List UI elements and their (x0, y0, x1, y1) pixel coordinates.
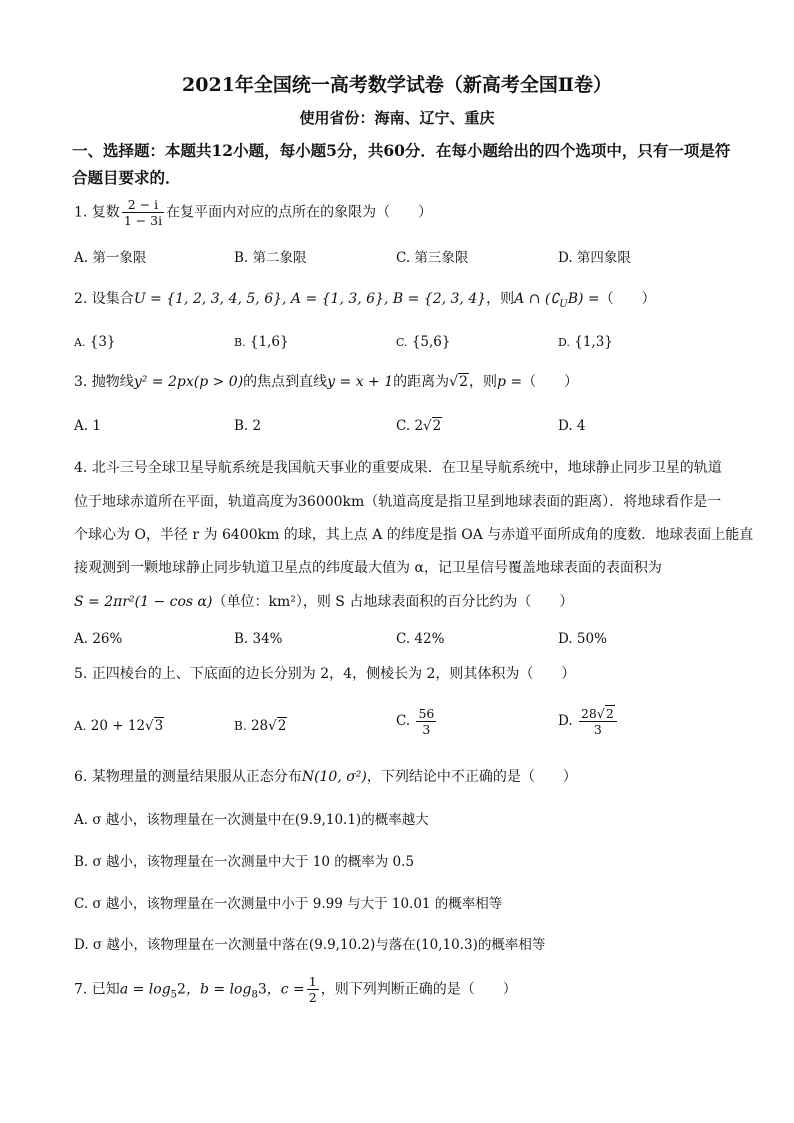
q4-option-a: A. 26% (74, 631, 123, 647)
q5-option-b (234, 716, 287, 736)
q5-option-a (74, 716, 164, 736)
q2-expr: A ∩ (∁ (514, 291, 560, 307)
q4-unit-text: （单位：km²），则 S 占地球表面积的百分比约为（ ） (212, 594, 574, 610)
q7-c-den: 2 (308, 990, 317, 1005)
q5-option-d-letter: D. (558, 713, 573, 729)
q2-option-c (396, 332, 450, 353)
q2-prefix: 2. 设集合 (74, 291, 134, 307)
q5-option-d-num-pre: 28 (580, 706, 597, 721)
q4-line-3: 个球心为 O，半径 r 为 6400km 的球，其上点 A 的纬度是指 OA 与赤道平面所成角的度数．地球表面上能直 (74, 527, 754, 543)
q2-option-b-letter: B. (234, 336, 246, 349)
q3-p: p = (496, 374, 523, 390)
q5-option-a-pre: 20 + 12 (90, 718, 146, 734)
q7-c-fraction (307, 974, 319, 1005)
q5-option-b-radicand: 2 (277, 718, 287, 734)
q5-option-c-den: 3 (422, 722, 431, 737)
q2-option-c-value: {5,6} (411, 334, 451, 350)
q1-option-a: A. 第一象限 (74, 250, 147, 266)
q2-option-b-value: {1,6} (249, 334, 289, 350)
q5-option-d (558, 706, 619, 737)
q5-option-b-sqrt: √2 (268, 718, 287, 734)
q7-a-base: 5 (170, 989, 178, 1001)
q3-suffix: （ ） (522, 374, 579, 390)
q2-option-d-value: {1,3} (574, 334, 613, 350)
q2-mid: ，则 (486, 291, 515, 307)
q5-option-d-num (579, 706, 617, 722)
q6-dist: N(10, σ²) (301, 769, 367, 785)
q4-line-4: 接观测到一颗地球静止同步轨道卫星点的纬度最大值为 α，记卫星信号覆盖地球表面的表面积为 (74, 560, 662, 576)
q5-option-a-sqrt: √3 (145, 718, 164, 734)
q7-c-num: 1 (308, 974, 317, 989)
q5-option-c (396, 706, 438, 737)
q5-option-c-fraction (416, 706, 436, 737)
page-subtitle: 使用省份：海南、辽宁、重庆 (299, 109, 495, 127)
q5-option-a-radicand: 3 (154, 718, 164, 734)
q6-option-c: C. σ 越小，该物理量在一次测量中小于 9.99 与大于 10.01 的概率相等 (74, 896, 503, 912)
q2-suffix: （ ） (599, 291, 656, 307)
q5-option-c-num: 56 (418, 706, 435, 721)
q5-option-c-letter: C. (396, 713, 411, 729)
q2-option-d (558, 332, 613, 353)
q6-option-d: D. σ 越小，该物理量在一次测量中落在(9.9,10.2)与落在(10,10.3)的概率相等 (74, 937, 546, 953)
q3-sqrt: √2 (449, 374, 468, 390)
q6-prefix: 6. 某物理量的测量结果服从正态分布 (74, 769, 302, 785)
q5-option-d-fraction (579, 706, 617, 737)
q1-frac-num: 2 − i (122, 197, 164, 213)
q7-b-base: 8 (251, 989, 258, 1001)
q5-option-d-sqrt: √2 (596, 706, 614, 721)
q5-option-d-radicand: 2 (605, 706, 614, 721)
q7-a-arg: 2 (177, 981, 186, 998)
section-heading: 一、选择题：本题共12小题，每小题5分，共60分．在每小题给出的四个选项中，只有一项是符合题目要求的． (72, 141, 731, 187)
q1-frac-den: 1 − 3i (123, 213, 163, 228)
q1-prefix: 1. 复数 (74, 204, 120, 221)
page-title: 2021年全国统一高考数学试卷（新高考全国Ⅱ卷） (182, 74, 612, 96)
question-3 (74, 372, 578, 392)
q3-option-c (396, 416, 442, 436)
q4-line-2: 位于地球赤道所在平面，轨道高度为36000km（轨道高度是指卫星到地球表面的距离）．将地球看作是一 (74, 494, 722, 510)
q4-option-c: C. 42% (396, 631, 445, 647)
q2-option-b (234, 332, 289, 353)
question-7 (74, 974, 517, 1005)
q4-line-1: 4. 北斗三号全球卫星导航系统是我国航天事业的重要成果．在卫星导航系统中，地球静止同步卫星的轨道 (74, 460, 722, 476)
q3-option-c-sqrt: √2 (423, 418, 442, 434)
q3-option-d: D. 4 (558, 418, 586, 434)
q5-option-a-letter: A. (74, 719, 87, 733)
q3-mid1: 的焦点到直线 (243, 374, 328, 390)
q2-sets: U = {1, 2, 3, 4, 5, 6}, A = {1, 3, 6}, B = {2, 3, 4} (133, 291, 487, 307)
q3-option-c-radicand: 2 (432, 418, 442, 434)
q6-suffix: ，下列结论中不正确的是（ ） (366, 769, 577, 785)
q1-option-d: D. 第四象限 (558, 250, 631, 266)
q1-fraction (122, 197, 164, 228)
q3-option-b: B. 2 (234, 418, 262, 434)
q2-option-a-value: {3} (89, 334, 116, 350)
q6-option-b: B. σ 越小，该物理量在一次测量中大于 10 的概率为 0.5 (74, 854, 415, 870)
q7-b: ，b = log (185, 981, 252, 998)
q4-line-5 (74, 592, 573, 612)
q5-option-b-pre: 28 (250, 718, 269, 734)
q7-b-arg: 3 (257, 981, 267, 998)
q6-option-a: A. σ 越小，该物理量在一次测量中在(9.9,10.1)的概率越大 (74, 812, 429, 828)
q4-option-d: D. 50% (558, 631, 607, 647)
q7-prefix: 7. 已知 (74, 981, 120, 998)
q3-mid3: ，则 (468, 374, 497, 390)
q2-expr-sub: U (559, 298, 568, 310)
q1-suffix: 在复平面内对应的点所在的象限为（ ） (166, 204, 433, 221)
q1-option-c: C. 第三象限 (396, 250, 469, 266)
question-5: 5. 正四棱台的上、下底面的边长分别为 2，4，侧棱长为 2，则其体积为（ ） (74, 666, 576, 682)
q3-sqrt-radicand: 2 (459, 374, 468, 390)
q2-expr-end: B) = (567, 291, 600, 307)
question-6 (74, 767, 577, 787)
q7-a: a = log (119, 981, 171, 998)
q3-prefix: 3. 抛物线 (74, 374, 134, 390)
q5-option-d-den: 3 (593, 722, 602, 737)
q7-suffix: ，则下列判断正确的是（ ） (320, 981, 517, 998)
q3-option-c-letter: C. (396, 418, 411, 434)
q7-c: ，c = (266, 981, 305, 998)
q2-option-d-letter: D. (558, 336, 570, 349)
q5-option-b-letter: B. (234, 719, 247, 733)
q2-option-c-letter: C. (396, 336, 408, 349)
q3-eq: y² = 2px(p > 0) (133, 374, 244, 390)
q3-line: y = x + 1 (327, 374, 394, 390)
question-2 (74, 289, 656, 315)
q4-formula: S = 2πr²(1 − cos α) (74, 594, 213, 610)
q4-option-b: B. 34% (234, 631, 283, 647)
q3-option-c-coef: 2 (414, 418, 424, 434)
q1-option-b: B. 第二象限 (234, 250, 307, 266)
q2-option-a-letter: A. (74, 336, 86, 349)
q3-option-a: A. 1 (74, 418, 101, 434)
question-1 (74, 197, 432, 228)
q2-option-a (74, 332, 116, 353)
q3-mid2: 的距离为 (393, 374, 450, 390)
